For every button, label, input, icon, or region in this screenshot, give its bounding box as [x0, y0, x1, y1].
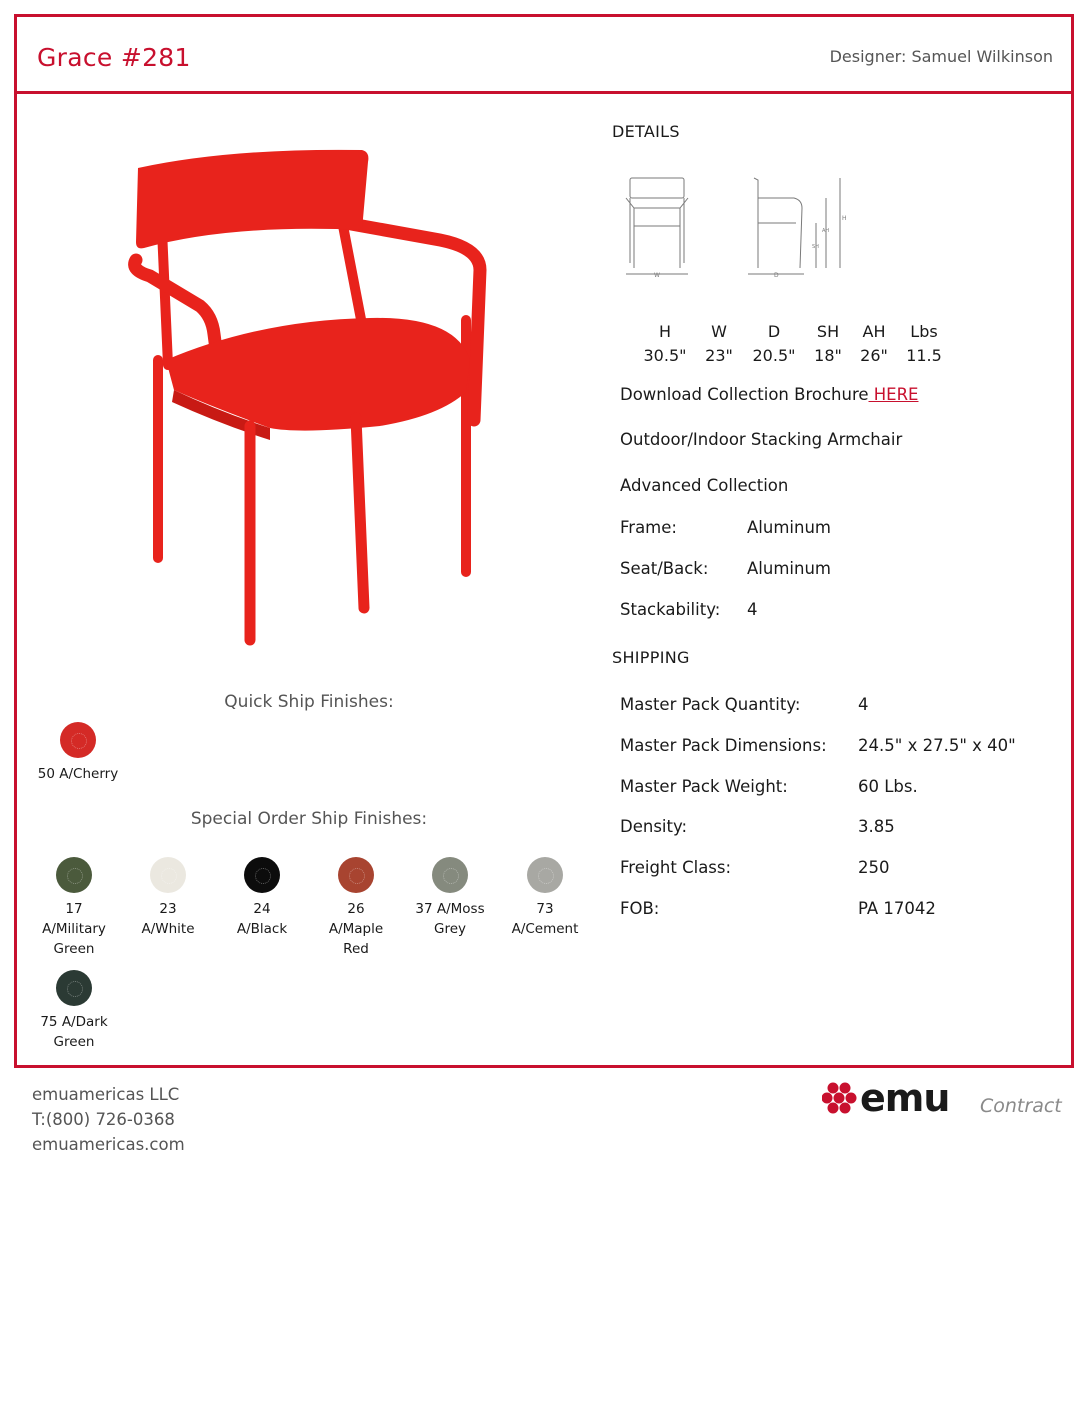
dim-value: 26": [860, 346, 888, 365]
spec-frame: [620, 518, 831, 537]
finish-swatch: [244, 857, 280, 893]
dim-height: [636, 320, 694, 368]
finish-swatch: [338, 857, 374, 893]
spec-label: Seat/Back:: [620, 559, 709, 578]
ship-fob: [620, 899, 936, 918]
header: [17, 17, 1071, 94]
finish-dark-green: [24, 970, 124, 1052]
ship-value: 250: [858, 858, 890, 877]
designer-credit: Designer: Samuel Wilkinson: [829, 47, 1053, 66]
dim-width: [698, 320, 740, 368]
ship-value: 3.85: [858, 817, 895, 836]
finish-white: [118, 857, 218, 939]
finish-military-green: [24, 857, 124, 959]
finish-label-line: 75 A/Dark: [40, 1014, 108, 1030]
finish-label-line: 24: [253, 901, 271, 917]
finish-moss-grey: [400, 857, 500, 939]
finish-cherry: [28, 722, 128, 784]
finish-black: [212, 857, 312, 939]
company-phone: T:(800) 726-0368: [32, 1110, 175, 1129]
finish-swatch: [60, 722, 96, 758]
ship-weight: [620, 777, 918, 796]
ship-label: FOB:: [620, 899, 660, 918]
diagram-width-label: W: [654, 272, 660, 279]
dim-arm-height: [854, 320, 894, 368]
collection-name: Advanced Collection: [620, 476, 789, 495]
product-title: Grace #281: [37, 43, 191, 72]
dim-depth: [746, 320, 802, 368]
finish-label-line: A/Military: [42, 921, 106, 937]
finish-label-line: 73: [536, 901, 554, 917]
finish-label-line: Red: [343, 941, 369, 957]
ship-dimensions: [620, 736, 1016, 755]
side-view-diagram: [748, 178, 847, 279]
dim-weight: [900, 320, 948, 368]
brochure-line: [620, 385, 918, 404]
finish-swatch: [150, 857, 186, 893]
diagram-arm-label: AH: [822, 228, 830, 234]
dim-value: 30.5": [643, 346, 687, 365]
emu-contract-logo: [822, 1076, 1067, 1120]
dim-key: AH: [862, 322, 886, 341]
company-website: emuamericas.com: [32, 1135, 185, 1154]
ship-quantity: [620, 695, 869, 714]
finish-label-line: 23: [159, 901, 177, 917]
finish-swatch: [432, 857, 468, 893]
ship-freight-class: [620, 858, 890, 877]
dim-key: W: [711, 322, 727, 341]
ship-label: Master Pack Dimensions:: [620, 736, 827, 755]
ship-label: Master Pack Weight:: [620, 777, 788, 796]
diagram-depth-label: D: [774, 272, 779, 279]
ship-value: PA 17042: [858, 899, 936, 918]
finish-label-line: A/Black: [236, 921, 288, 937]
finish-swatch: [56, 857, 92, 893]
quick-ship-label: Quick Ship Finishes:: [224, 692, 394, 712]
finish-cement: [495, 857, 595, 939]
spec-label: Stackability:: [620, 600, 721, 619]
finish-label-line: Green: [53, 1034, 95, 1050]
shipping-heading: SHIPPING: [612, 648, 690, 667]
product-description: Outdoor/Indoor Stacking Armchair: [620, 430, 903, 449]
dim-value: 23": [705, 346, 733, 365]
ship-label: Freight Class:: [620, 858, 732, 877]
spec-stackability: [620, 600, 758, 619]
dim-key: SH: [816, 322, 840, 341]
chair-image: [100, 120, 490, 650]
front-view-diagram: [626, 178, 688, 279]
ship-value: 60 Lbs.: [858, 777, 918, 796]
dim-key: H: [658, 322, 672, 341]
finish-maple-red: [306, 857, 406, 959]
details-heading: DETAILS: [612, 122, 680, 141]
dim-value: 18": [814, 346, 842, 365]
finish-label-line: A/Maple: [328, 921, 384, 937]
dim-key: Lbs: [910, 322, 938, 341]
finish-label-line: 26: [347, 901, 365, 917]
finish-label-line: 17: [65, 901, 83, 917]
dimension-diagrams: [618, 168, 858, 280]
finish-swatch: [527, 857, 563, 893]
logo-wordmark: emu: [860, 1076, 950, 1120]
brochure-text: Download Collection Brochure: [620, 385, 869, 404]
company-name: emuamericas LLC: [32, 1085, 180, 1104]
diagram-seat-label: SH: [812, 244, 819, 250]
ship-label: Master Pack Quantity:: [620, 695, 801, 714]
spec-value: Aluminum: [747, 559, 831, 578]
finish-label-line: 37 A/Moss: [415, 901, 485, 917]
finish-label-line: Green: [53, 941, 95, 957]
spec-value: Aluminum: [747, 518, 831, 537]
ship-value: 4: [858, 695, 869, 714]
diagram-height-label: H: [842, 215, 847, 222]
ship-label: Density:: [620, 817, 688, 836]
finish-label-line: A/Cement: [511, 921, 579, 937]
finish-label-line: A/White: [141, 921, 195, 937]
dim-value: 11.5: [906, 346, 942, 365]
emu-flower-icon: [822, 1083, 857, 1114]
dim-seat-height: [808, 320, 848, 368]
chair-back-upright-left: [162, 230, 168, 365]
spec-label: Frame:: [620, 518, 677, 537]
spec-value: 4: [747, 600, 758, 619]
company-info: [32, 1082, 185, 1157]
special-order-label: Special Order Ship Finishes:: [190, 809, 428, 829]
chair-backrest: [136, 150, 368, 249]
ship-density: [620, 817, 895, 836]
chair-front-leg-right: [356, 418, 364, 608]
dim-key: D: [767, 322, 781, 341]
logo-contract: Contract: [980, 1095, 1062, 1117]
dim-value: 20.5": [752, 346, 796, 365]
finish-label: 50 A/Cherry: [37, 766, 119, 782]
spec-seat-back: [620, 559, 831, 578]
brochure-link[interactable]: HERE: [868, 385, 919, 404]
finish-swatch: [56, 970, 92, 1006]
finish-label-line: Grey: [433, 921, 466, 937]
ship-value: 24.5" x 27.5" x 40": [858, 736, 1016, 755]
